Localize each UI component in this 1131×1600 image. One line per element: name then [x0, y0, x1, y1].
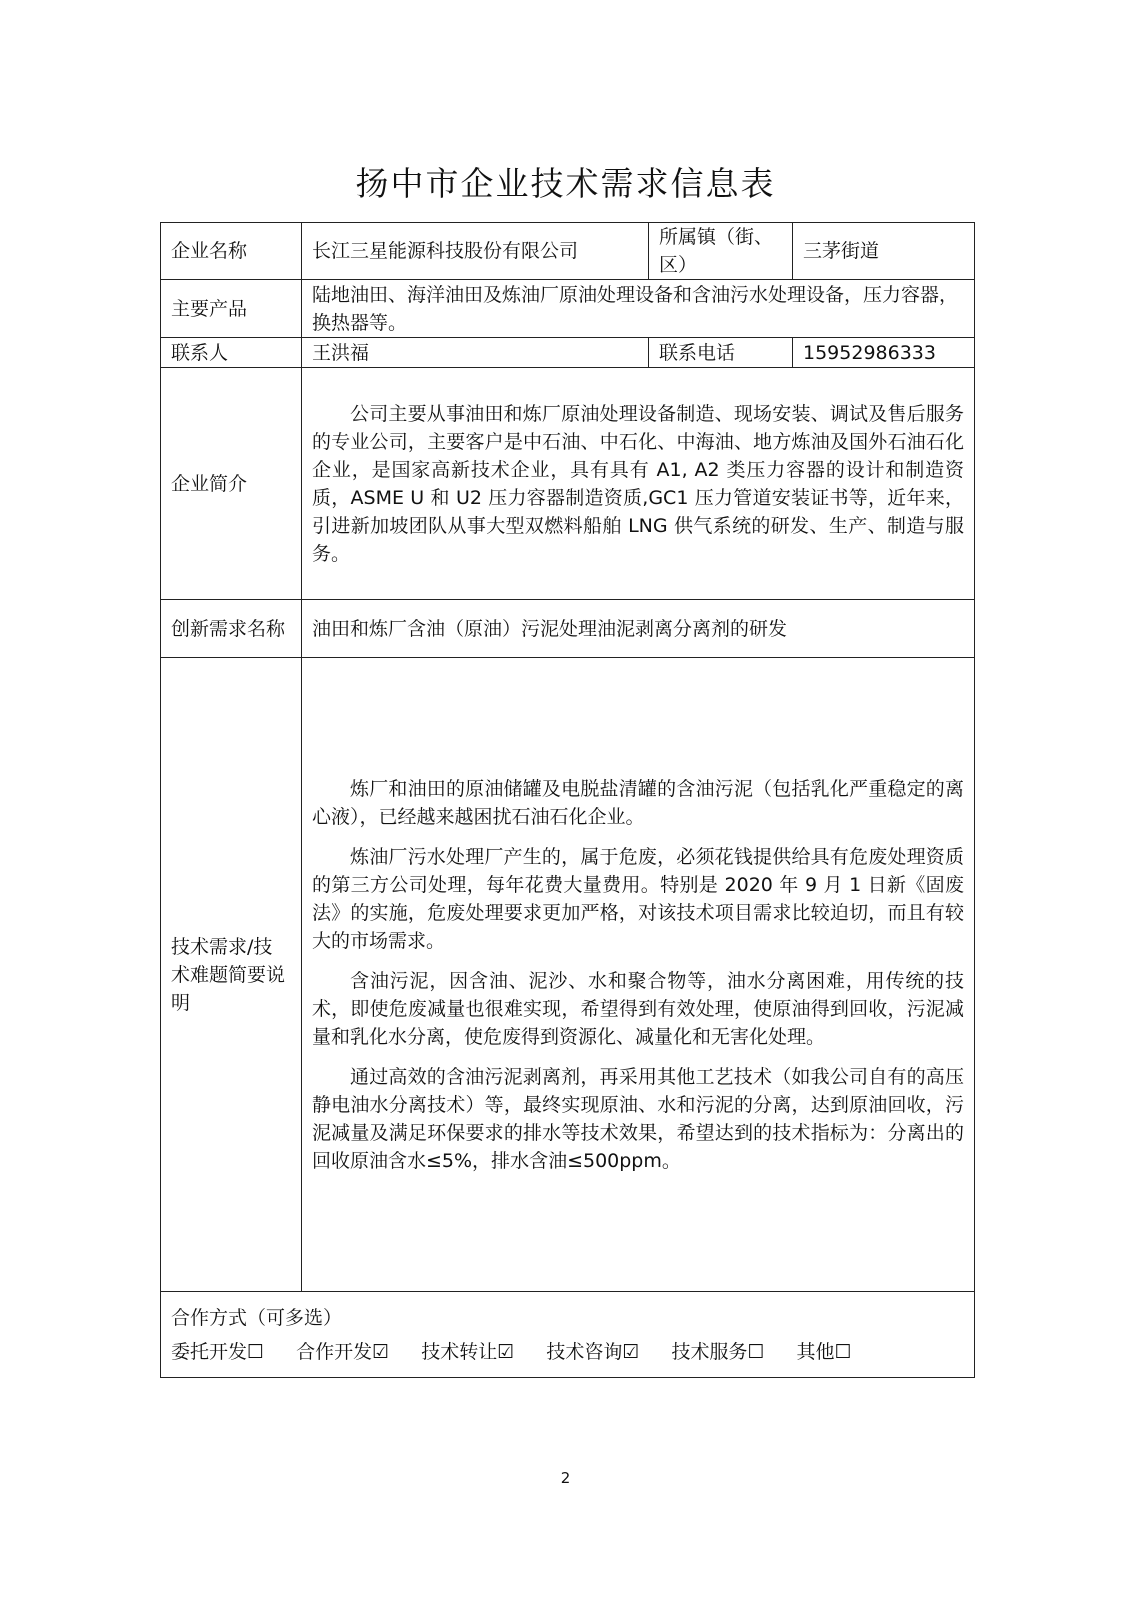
intro-row	[161, 368, 975, 600]
option-label: 技术咨询	[546, 1340, 623, 1363]
demand-value: 油田和炼厂含油（原油）污泥处理油泥剥离分离剂的研发	[302, 600, 975, 658]
tech-label: 技术需求/技术难题简要说明	[161, 658, 302, 1292]
option-label: 技术转让	[421, 1340, 498, 1363]
option-entrusted-development	[171, 1337, 264, 1367]
cooperation-label: 合作方式（可多选）	[171, 1306, 343, 1329]
tech-paragraph: 炼厂和油田的原油储罐及电脱盐清罐的含油污泥（包括乳化严重稳定的离心液），已经越来越困扰石油石化企业。	[312, 777, 964, 828]
demand-row	[161, 600, 975, 658]
town-label: 所属镇（街、区）	[649, 223, 793, 280]
option-label: 其他	[796, 1340, 835, 1363]
tech-paragraph: 炼油厂污水处理厂产生的，属于危废，必须花钱提供给具有危废处理资质的第三方公司处理，每年花费大量费用。特别是 2020 年 9 月 1 日新《固废法》的实施，危废处理要求更加严格，对该技术项目需求比较迫切，而且有较大的市场需求。	[312, 845, 964, 952]
contact-phone-label: 联系电话	[649, 338, 793, 368]
products-value: 陆地油田、海洋油田及炼油厂原油处理设备和含油污水处理设备，压力容器，换热器等。	[302, 280, 975, 338]
option-technical-consulting	[546, 1337, 639, 1367]
option-other	[797, 1337, 852, 1367]
products-label: 主要产品	[161, 280, 302, 338]
contact-person-value: 王洪福	[302, 338, 649, 368]
checked-box-icon[interactable]: ☑	[622, 1340, 640, 1363]
company-name-value: 长江三星能源科技股份有限公司	[302, 223, 649, 280]
tech-detail-cell	[302, 658, 975, 1292]
demand-label: 创新需求名称	[161, 600, 302, 658]
unchecked-box-icon[interactable]: ☐	[834, 1340, 852, 1363]
intro-text: 公司主要从事油田和炼厂原油处理设备制造、现场安装、调试及售后服务的专业公司，主要客户是中石油、中石化、中海油、地方炼油及国外石油石化企业，是国家高新技术企业，具有具有 A1, A2 类压力容器的设计和制造资质，ASME U 和 U2 压力容器制造资质,GC1 压力管道安装证书等，近年来，引进新加坡团队从事大型双燃料船舶 LNG 供气系统的研发、生产、制造与服务。	[312, 402, 964, 565]
intro-label: 企业简介	[161, 368, 302, 600]
contact-phone-value: 15952986333	[793, 338, 975, 368]
tech-row	[161, 658, 975, 1292]
contact-person-label: 联系人	[161, 338, 302, 368]
tech-paragraph: 通过高效的含油污泥剥离剂，再采用其他工艺技术（如我公司自有的高压静电油水分离技术）等，最终实现原油、水和污泥的分离，达到原油回收，污泥减量及满足环保要求的排水等技术效果，希望达到的技术指标为：分离出的回收原油含水≤5%，排水含油≤500ppm。	[312, 1065, 964, 1172]
requirement-form-table	[160, 222, 975, 1378]
option-technology-transfer	[421, 1337, 514, 1367]
company-name-label: 企业名称	[161, 223, 302, 280]
option-label: 技术服务	[671, 1340, 748, 1363]
cooperation-row	[161, 1292, 975, 1378]
tech-paragraph: 含油污泥，因含油、泥沙、水和聚合物等，油水分离困难，用传统的技术，即使危废减量也很难实现，希望得到有效处理，使原油得到回收，污泥减量和乳化水分离，使危废得到资源化、减量化和无害化处理。	[312, 969, 964, 1048]
unchecked-box-icon[interactable]: ☐	[247, 1340, 265, 1363]
option-technical-service	[671, 1337, 764, 1367]
unchecked-box-icon[interactable]: ☐	[747, 1340, 765, 1363]
contact-row	[161, 338, 975, 368]
town-value: 三茅街道	[793, 223, 975, 280]
checked-box-icon[interactable]: ☑	[372, 1340, 390, 1363]
intro-cell	[302, 368, 975, 600]
page-title: 扬中市企业技术需求信息表	[355, 164, 776, 203]
option-label: 委托开发	[171, 1340, 248, 1363]
products-row	[161, 280, 975, 338]
cooperation-cell	[161, 1292, 975, 1378]
cooperation-options	[171, 1337, 964, 1367]
option-label: 合作开发	[296, 1340, 373, 1363]
company-row	[161, 223, 975, 280]
option-joint-development	[296, 1337, 389, 1367]
page-number: 2	[560, 1469, 571, 1487]
checked-box-icon[interactable]: ☑	[497, 1340, 515, 1363]
